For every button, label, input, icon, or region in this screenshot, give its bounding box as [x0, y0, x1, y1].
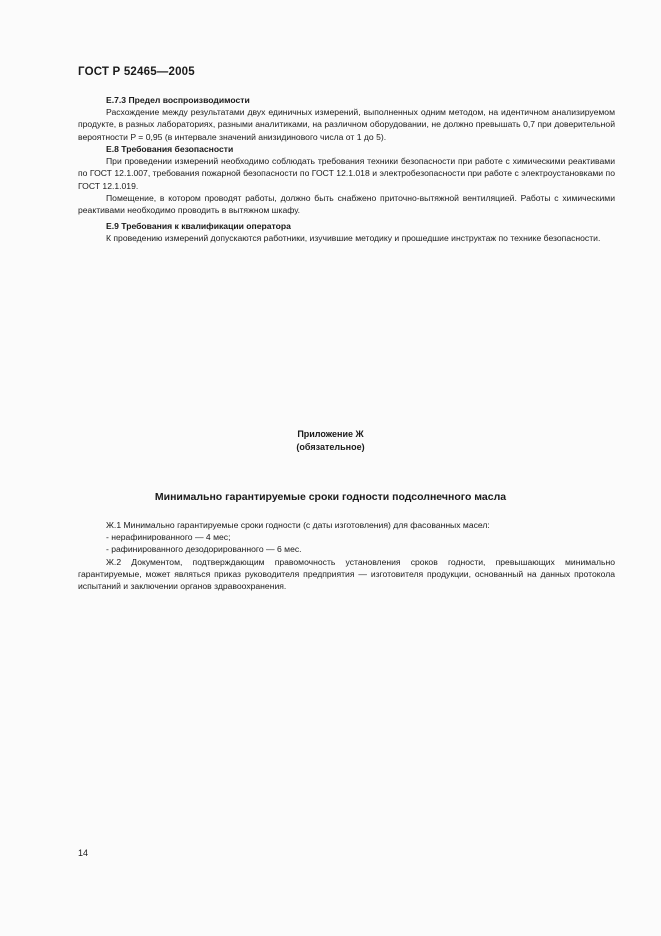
section-heading: Е.8 Требования безопасности [106, 144, 234, 154]
section-paragraph: Расхождение между результатами двух единичных измерений, выполненных одним методом, на идентичном анализируемом продукте, в разных лабораториях, разными аналитиками, на различном оборудовании, не должно превышать 0,7 при доверительной вероятности P = 0,95 (в интервале значений анизидинового числа от 1 до 5). [78, 107, 615, 142]
section-paragraph: К проведению измерений допускаются работники, изучившие методику и прошедшие инструктаж по технике безопасности. [106, 233, 601, 244]
section-paragraph: Помещение, в котором проводят работы, должно быть снабжено приточно-вытяжной вентиляцией. Работы с химическими реактивами необходимо проводить в вытяжном шкафу. [78, 192, 615, 216]
appendix-heading: Минимально гарантируемые сроки годности подсолнечного масла [154, 491, 507, 503]
section-e-8 [78, 143, 615, 216]
appendix-item-1: Ж.1 Минимально гарантируемые сроки годности (с даты изготовления) для фасованных масел: [106, 520, 490, 530]
list-item: - рафинированного дезодорированного — 6 мес. [106, 544, 302, 555]
appendix-item-2: Ж.2 Документом, подтверждающим правомочность установления сроков годности, превышающих минимально гарантируемые, может являться приказ руководителя предприятия — изготовителя продукции, основанный на данных протокола испытаний и заключении органов здравоохранения. [78, 556, 615, 592]
appendix-title: Приложение Ж [297, 429, 364, 439]
section-heading: Е.9 Требования к квалификации оператора [106, 221, 291, 231]
section-e-9 [78, 220, 615, 244]
section-paragraph: При проведении измерений необходимо соблюдать требования техники безопасности при работе с химическими реактивами по ГОСТ 12.1.007, требования пожарной безопасности по ГОСТ 12.1.018 и электробезопасности при работе с электроустановками по ГОСТ 12.1.019. [78, 156, 615, 191]
list-item: - нерафинированного — 4 мес; [106, 532, 231, 543]
page-number: 14 [78, 848, 89, 858]
section-heading: Е.7.3 Предел воспроизводимости [106, 95, 250, 105]
appendix-body [78, 519, 615, 592]
document-header: ГОСТ Р 52465—2005 [78, 66, 195, 78]
section-e-7-3 [78, 94, 615, 143]
appendix-status: (обязательное) [296, 442, 365, 452]
